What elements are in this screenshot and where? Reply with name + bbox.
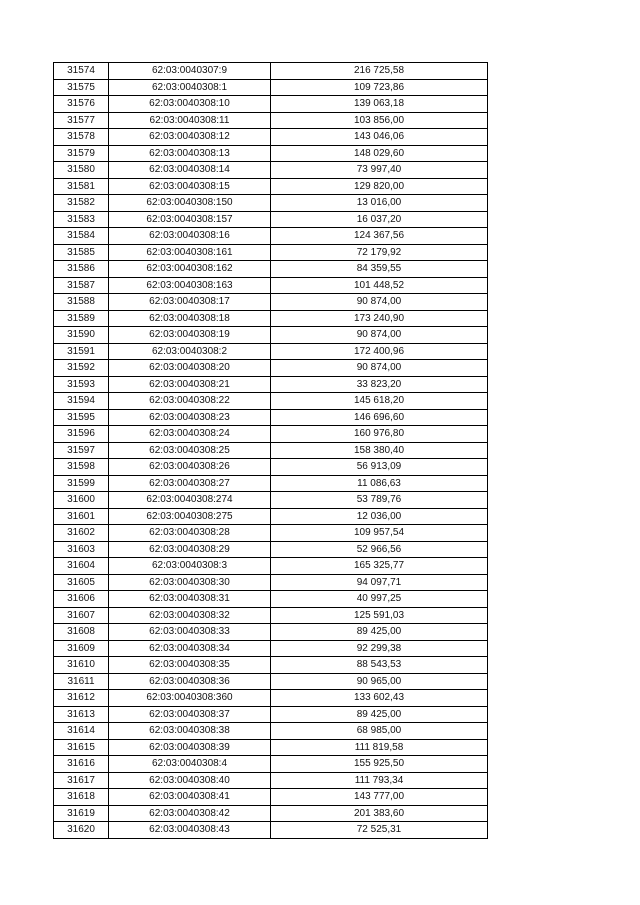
value-cell: 89 425,00 [271, 624, 488, 641]
table-row [54, 591, 488, 608]
cadastral-number-cell: 62:03:0040308:35 [109, 657, 271, 674]
cadastral-number-cell: 62:03:0040308:22 [109, 393, 271, 410]
cadastral-number-cell: 62:03:0040308:157 [109, 211, 271, 228]
row-number-cell: 31595 [54, 409, 109, 426]
row-number-cell: 31607 [54, 607, 109, 624]
cadastral-number-cell: 62:03:0040308:25 [109, 442, 271, 459]
table-row [54, 508, 488, 525]
table-row [54, 772, 488, 789]
cadastral-number-cell: 62:03:0040308:27 [109, 475, 271, 492]
row-number-cell: 31604 [54, 558, 109, 575]
value-cell: 73 997,40 [271, 162, 488, 179]
cadastral-number-cell: 62:03:0040308:42 [109, 805, 271, 822]
value-cell: 172 400,96 [271, 343, 488, 360]
value-cell: 90 965,00 [271, 673, 488, 690]
table-row [54, 657, 488, 674]
value-cell: 125 591,03 [271, 607, 488, 624]
cadastral-number-cell: 62:03:0040308:31 [109, 591, 271, 608]
cadastral-number-cell: 62:03:0040308:161 [109, 244, 271, 261]
row-number-cell: 31612 [54, 690, 109, 707]
value-cell: 201 383,60 [271, 805, 488, 822]
cadastral-number-cell: 62:03:0040308:26 [109, 459, 271, 476]
cadastral-number-cell: 62:03:0040308:1 [109, 79, 271, 96]
value-cell: 103 856,00 [271, 112, 488, 129]
value-cell: 84 359,55 [271, 261, 488, 278]
value-cell: 160 976,80 [271, 426, 488, 443]
table-row [54, 195, 488, 212]
row-number-cell: 31600 [54, 492, 109, 509]
value-cell: 139 063,18 [271, 96, 488, 113]
row-number-cell: 31615 [54, 739, 109, 756]
cadastral-number-cell: 62:03:0040308:274 [109, 492, 271, 509]
value-cell: 12 036,00 [271, 508, 488, 525]
value-cell: 40 997,25 [271, 591, 488, 608]
value-cell: 155 925,50 [271, 756, 488, 773]
row-number-cell: 31608 [54, 624, 109, 641]
table-body [54, 63, 488, 839]
value-cell: 109 723,86 [271, 79, 488, 96]
cadastral-number-cell: 62:03:0040308:34 [109, 640, 271, 657]
table-row [54, 574, 488, 591]
value-cell: 11 086,63 [271, 475, 488, 492]
row-number-cell: 31580 [54, 162, 109, 179]
cadastral-number-cell: 62:03:0040308:10 [109, 96, 271, 113]
table-row [54, 96, 488, 113]
row-number-cell: 31589 [54, 310, 109, 327]
table-row [54, 409, 488, 426]
value-cell: 53 789,76 [271, 492, 488, 509]
cadastral-number-cell: 62:03:0040308:28 [109, 525, 271, 542]
value-cell: 109 957,54 [271, 525, 488, 542]
row-number-cell: 31603 [54, 541, 109, 558]
table-row [54, 277, 488, 294]
cadastral-number-cell: 62:03:0040308:18 [109, 310, 271, 327]
table-row [54, 244, 488, 261]
table-row [54, 376, 488, 393]
table-row [54, 63, 488, 80]
row-number-cell: 31601 [54, 508, 109, 525]
table-row [54, 706, 488, 723]
cadastral-number-cell: 62:03:0040307:9 [109, 63, 271, 80]
table-row [54, 822, 488, 839]
row-number-cell: 31598 [54, 459, 109, 476]
row-number-cell: 31596 [54, 426, 109, 443]
row-number-cell: 31606 [54, 591, 109, 608]
value-cell: 145 618,20 [271, 393, 488, 410]
row-number-cell: 31620 [54, 822, 109, 839]
value-cell: 129 820,00 [271, 178, 488, 195]
table-row [54, 426, 488, 443]
table-row [54, 789, 488, 806]
value-cell: 101 448,52 [271, 277, 488, 294]
row-number-cell: 31617 [54, 772, 109, 789]
document-page [53, 62, 488, 839]
cadastral-number-cell: 62:03:0040308:38 [109, 723, 271, 740]
value-cell: 68 985,00 [271, 723, 488, 740]
row-number-cell: 31616 [54, 756, 109, 773]
table-row [54, 640, 488, 657]
table-row [54, 145, 488, 162]
table-row [54, 327, 488, 344]
table-row [54, 393, 488, 410]
value-cell: 89 425,00 [271, 706, 488, 723]
row-number-cell: 31614 [54, 723, 109, 740]
value-cell: 13 016,00 [271, 195, 488, 212]
cadastral-number-cell: 62:03:0040308:39 [109, 739, 271, 756]
table-row [54, 459, 488, 476]
cadastral-number-cell: 62:03:0040308:36 [109, 673, 271, 690]
value-cell: 143 046,06 [271, 129, 488, 146]
cadastral-number-cell: 62:03:0040308:162 [109, 261, 271, 278]
cadastral-number-cell: 62:03:0040308:3 [109, 558, 271, 575]
value-cell: 143 777,00 [271, 789, 488, 806]
row-number-cell: 31585 [54, 244, 109, 261]
cadastral-number-cell: 62:03:0040308:33 [109, 624, 271, 641]
row-number-cell: 31582 [54, 195, 109, 212]
table-row [54, 162, 488, 179]
row-number-cell: 31577 [54, 112, 109, 129]
cadastral-number-cell: 62:03:0040308:163 [109, 277, 271, 294]
cadastral-number-cell: 62:03:0040308:37 [109, 706, 271, 723]
table-row [54, 541, 488, 558]
table-row [54, 129, 488, 146]
value-cell: 124 367,56 [271, 228, 488, 245]
row-number-cell: 31613 [54, 706, 109, 723]
table-row [54, 624, 488, 641]
row-number-cell: 31593 [54, 376, 109, 393]
row-number-cell: 31588 [54, 294, 109, 311]
row-number-cell: 31576 [54, 96, 109, 113]
value-cell: 52 966,56 [271, 541, 488, 558]
table-row [54, 690, 488, 707]
data-table [53, 62, 488, 839]
value-cell: 90 874,00 [271, 294, 488, 311]
value-cell: 33 823,20 [271, 376, 488, 393]
cadastral-number-cell: 62:03:0040308:24 [109, 426, 271, 443]
row-number-cell: 31579 [54, 145, 109, 162]
value-cell: 94 097,71 [271, 574, 488, 591]
cadastral-number-cell: 62:03:0040308:40 [109, 772, 271, 789]
row-number-cell: 31574 [54, 63, 109, 80]
row-number-cell: 31575 [54, 79, 109, 96]
value-cell: 111 819,58 [271, 739, 488, 756]
table-row [54, 228, 488, 245]
value-cell: 111 793,34 [271, 772, 488, 789]
table-row [54, 739, 488, 756]
table-row [54, 756, 488, 773]
row-number-cell: 31610 [54, 657, 109, 674]
table-row [54, 673, 488, 690]
table-row [54, 475, 488, 492]
row-number-cell: 31586 [54, 261, 109, 278]
cadastral-number-cell: 62:03:0040308:20 [109, 360, 271, 377]
value-cell: 158 380,40 [271, 442, 488, 459]
value-cell: 216 725,58 [271, 63, 488, 80]
table-row [54, 525, 488, 542]
row-number-cell: 31599 [54, 475, 109, 492]
row-number-cell: 31611 [54, 673, 109, 690]
cadastral-number-cell: 62:03:0040308:43 [109, 822, 271, 839]
table-row [54, 492, 488, 509]
row-number-cell: 31578 [54, 129, 109, 146]
cadastral-number-cell: 62:03:0040308:13 [109, 145, 271, 162]
cadastral-number-cell: 62:03:0040308:275 [109, 508, 271, 525]
cadastral-number-cell: 62:03:0040308:30 [109, 574, 271, 591]
value-cell: 90 874,00 [271, 360, 488, 377]
cadastral-number-cell: 62:03:0040308:32 [109, 607, 271, 624]
value-cell: 173 240,90 [271, 310, 488, 327]
cadastral-number-cell: 62:03:0040308:19 [109, 327, 271, 344]
row-number-cell: 31618 [54, 789, 109, 806]
cadastral-number-cell: 62:03:0040308:2 [109, 343, 271, 360]
value-cell: 165 325,77 [271, 558, 488, 575]
table-row [54, 310, 488, 327]
value-cell: 88 543,53 [271, 657, 488, 674]
table-row [54, 343, 488, 360]
value-cell: 56 913,09 [271, 459, 488, 476]
table-row [54, 211, 488, 228]
table-row [54, 442, 488, 459]
row-number-cell: 31591 [54, 343, 109, 360]
row-number-cell: 31584 [54, 228, 109, 245]
row-number-cell: 31594 [54, 393, 109, 410]
value-cell: 146 696,60 [271, 409, 488, 426]
cadastral-number-cell: 62:03:0040308:4 [109, 756, 271, 773]
row-number-cell: 31592 [54, 360, 109, 377]
table-row [54, 294, 488, 311]
value-cell: 72 179,92 [271, 244, 488, 261]
row-number-cell: 31597 [54, 442, 109, 459]
row-number-cell: 31581 [54, 178, 109, 195]
cadastral-number-cell: 62:03:0040308:21 [109, 376, 271, 393]
table-row [54, 261, 488, 278]
row-number-cell: 31602 [54, 525, 109, 542]
row-number-cell: 31587 [54, 277, 109, 294]
value-cell: 133 602,43 [271, 690, 488, 707]
value-cell: 92 299,38 [271, 640, 488, 657]
cadastral-number-cell: 62:03:0040308:150 [109, 195, 271, 212]
table-row [54, 607, 488, 624]
cadastral-number-cell: 62:03:0040308:41 [109, 789, 271, 806]
table-row [54, 112, 488, 129]
table-row [54, 723, 488, 740]
cadastral-number-cell: 62:03:0040308:15 [109, 178, 271, 195]
table-row [54, 360, 488, 377]
value-cell: 16 037,20 [271, 211, 488, 228]
row-number-cell: 31605 [54, 574, 109, 591]
table-row [54, 558, 488, 575]
row-number-cell: 31583 [54, 211, 109, 228]
value-cell: 72 525,31 [271, 822, 488, 839]
row-number-cell: 31619 [54, 805, 109, 822]
cadastral-number-cell: 62:03:0040308:23 [109, 409, 271, 426]
cadastral-number-cell: 62:03:0040308:14 [109, 162, 271, 179]
cadastral-number-cell: 62:03:0040308:17 [109, 294, 271, 311]
cadastral-number-cell: 62:03:0040308:12 [109, 129, 271, 146]
table-row [54, 805, 488, 822]
row-number-cell: 31590 [54, 327, 109, 344]
cadastral-number-cell: 62:03:0040308:11 [109, 112, 271, 129]
value-cell: 90 874,00 [271, 327, 488, 344]
table-row [54, 79, 488, 96]
value-cell: 148 029,60 [271, 145, 488, 162]
cadastral-number-cell: 62:03:0040308:360 [109, 690, 271, 707]
cadastral-number-cell: 62:03:0040308:16 [109, 228, 271, 245]
cadastral-number-cell: 62:03:0040308:29 [109, 541, 271, 558]
row-number-cell: 31609 [54, 640, 109, 657]
table-row [54, 178, 488, 195]
